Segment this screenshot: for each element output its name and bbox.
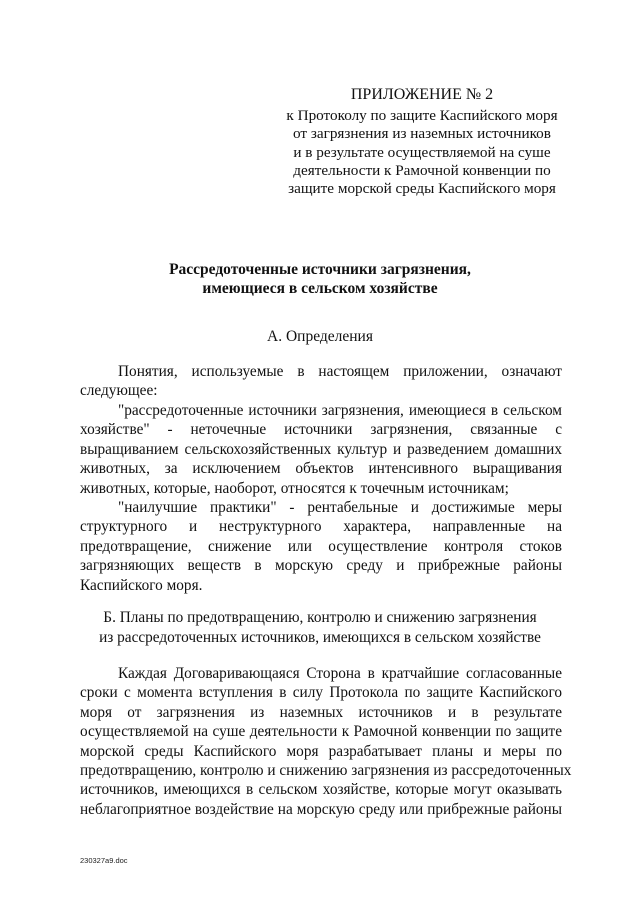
text-line: загрязняющих веществ в морскую среду и прибрежные районы	[80, 557, 562, 575]
definition-paragraph-1	[80, 401, 562, 498]
text-line: осуществляемой на суше деятельности к Рамочной конвенции по защите	[80, 723, 562, 741]
text-line: сроки с момента вступления в силу Протокола по защите Каспийского	[80, 684, 562, 702]
appendix-header	[262, 86, 582, 198]
appendix-line: от загрязнения из наземных источников	[293, 125, 551, 143]
text-line: Понятия, используемые в настоящем приложении, означают	[118, 363, 562, 380]
text-line: Каспийского моря.	[80, 576, 203, 594]
text-line: следующее:	[80, 382, 158, 400]
text-line: Каждая Договаривающаяся Сторона в кратчайшие согласованные	[118, 665, 562, 682]
section-b-title	[60, 608, 580, 647]
appendix-line: к Протоколу по защите Каспийского моря	[286, 107, 558, 125]
text-line: морской среды Каспийского моря разрабатывает планы и меры по	[80, 742, 562, 760]
definition-paragraph-2	[80, 498, 562, 595]
document-heading	[60, 260, 580, 298]
appendix-title: ПРИЛОЖЕНИЕ № 2	[350, 86, 494, 103]
text-line: структурного и неструктурного характера, направленные на	[80, 518, 562, 536]
text-line: животных, которые, наоборот, относятся к точечным источникам;	[80, 479, 509, 497]
heading-line: Рассредоточенные источники загрязнения,	[169, 261, 471, 278]
intro-paragraph	[80, 362, 562, 401]
section-a-title: А. Определения	[267, 328, 373, 345]
text-line: "рассредоточенные источники загрязнения, имеющиеся в сельском	[118, 402, 562, 419]
text-line: неблагоприятное воздействие на морскую среду или прибрежные районы	[80, 800, 562, 818]
appendix-line: деятельности к Рамочной конвенции по	[293, 161, 551, 179]
text-line: животных, за исключением объектов интенсивного выращивания	[80, 460, 562, 478]
appendix-line: и в результате осуществляемой на суше	[293, 143, 551, 161]
section-b-title-line: из рассредоточенных источников, имеющихся в сельском хозяйстве	[99, 628, 541, 646]
text-line: предотвращение, снижение или осуществление контроля стоков	[80, 537, 562, 555]
text-line: моря от загрязнения из наземных источников и в результате	[80, 703, 562, 721]
footer-file-code: 230327a9.doc	[80, 856, 128, 865]
text-line: выращиванием сельскохозяйственных культур и разведением домашних	[80, 440, 562, 458]
text-line: "наилучшие практики" - рентабельные и достижимые меры	[118, 499, 562, 516]
text-line: предотвращению, контролю и снижению загрязнения из рассредоточенных	[80, 762, 572, 780]
text-line: хозяйстве" - неточечные источники загрязнения, связанные с	[80, 421, 562, 439]
text-line: источников, имеющихся в сельском хозяйстве, которые могут оказывать	[80, 781, 562, 799]
section-b-paragraph	[80, 664, 572, 819]
heading-line: имеющиеся в сельском хозяйстве	[202, 280, 438, 297]
appendix-line: защите морской среды Каспийского моря	[288, 180, 556, 198]
section-b-title-line: Б. Планы по предотвращению, контролю и снижению загрязнения	[103, 609, 537, 626]
